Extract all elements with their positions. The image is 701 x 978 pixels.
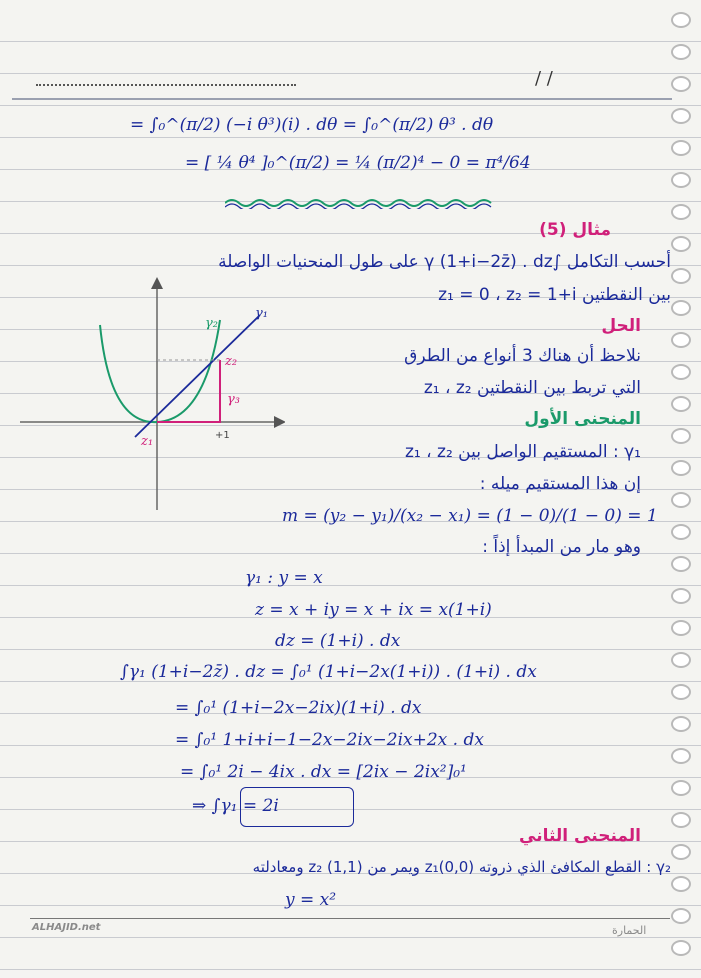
binding-hole — [671, 300, 691, 316]
solution-line-2: التي تربط بين النقطتين z₁ ، z₂ — [423, 378, 641, 398]
binding-hole — [671, 716, 691, 732]
integral-line-1: = ∫₀^(π/2) (−i θ³)(i) . dθ = ∫₀^(π/2) θ³ . dθ — [130, 115, 494, 135]
binding-hole — [671, 748, 691, 764]
question-line-2: بين النقطتين z₁ = 0 ، z₂ = 1+i — [438, 285, 671, 305]
binding-hole — [671, 556, 691, 572]
solution-line-1: نلاحظ أن هناك 3 أنواع من الطرق — [404, 346, 641, 366]
binding-hole — [671, 172, 691, 188]
wavy-divider — [225, 197, 495, 209]
integral-line-2: = [ ¼ θ⁴ ]₀^(π/2) = ¼ (π/2)⁴ − 0 = π⁴/64 — [185, 153, 531, 173]
gamma1-line — [135, 315, 260, 437]
spiral-binding — [671, 0, 697, 978]
binding-hole — [671, 396, 691, 412]
dotted-header-line — [36, 84, 296, 86]
binding-hole — [671, 620, 691, 636]
curves-sketch — [15, 275, 285, 515]
slope-formula: m = (y₂ − y₁)/(x₂ − x₁) = (1 − 0)/(1 − 0) = 1 — [282, 506, 658, 526]
eq-line-2: z = x + iy = x + ix = x(1+i) — [255, 600, 492, 620]
site-logo: ALHAJID.net — [32, 922, 101, 933]
binding-hole — [671, 332, 691, 348]
result-line: ⇒ ∫γ₁ = 2i — [192, 796, 279, 816]
binding-hole — [671, 236, 691, 252]
label-tick1: +1 — [215, 430, 230, 441]
eq-line-3: dz = (1+i) . dx — [275, 631, 401, 651]
binding-hole — [671, 684, 691, 700]
label-z2: z₂ — [225, 354, 238, 369]
binding-hole — [671, 12, 691, 28]
eq-line-4: ∫γ₁ (1+i−2z̄) . dz = ∫₀¹ (1+i−2x(1+i)) . (1+i) . dx — [120, 662, 537, 682]
curve2-line-1: γ₂ : القطع المكافئ الذي ذروته z₁(0,0) ويمر من (1,1) z₂ ومعادلته — [252, 858, 671, 876]
label-gamma1: γ₁ — [255, 306, 268, 321]
solution-title: الحل — [601, 316, 641, 336]
curve2-title: المنحنى الثاني — [519, 826, 641, 846]
label-gamma3: γ₃ — [227, 392, 240, 407]
binding-hole — [671, 44, 691, 60]
date-slashes: / / — [535, 68, 553, 89]
binding-hole — [671, 876, 691, 892]
binding-hole — [671, 76, 691, 92]
eq-line-1: γ₁ : y = x — [245, 568, 323, 588]
curve1-line-2: إن هذا المستقيم ميله : — [479, 474, 641, 494]
footer-line — [30, 918, 670, 919]
binding-hole — [671, 940, 691, 956]
example-title: مثال (5) — [539, 220, 611, 240]
binding-hole — [671, 652, 691, 668]
binding-hole — [671, 428, 691, 444]
label-z1: z₁ — [141, 434, 154, 449]
binding-hole — [671, 812, 691, 828]
curve1-title: المنحنى الأول — [524, 409, 641, 429]
gamma3-path — [157, 360, 220, 422]
binding-hole — [671, 780, 691, 796]
eq-line-5: = ∫₀¹ (1+i−2x−2ix)(1+i) . dx — [175, 698, 422, 718]
binding-hole — [671, 108, 691, 124]
binding-hole — [671, 492, 691, 508]
curve1-line-1: γ₁ : المستقيم الواصل بين z₁ ، z₂ — [404, 442, 641, 462]
binding-hole — [671, 844, 691, 860]
label-gamma2: γ₂ — [205, 316, 218, 331]
binding-hole — [671, 588, 691, 604]
top-margin-line — [12, 98, 672, 100]
eq-line-7: = ∫₀¹ 2i − 4ix . dx = [2ix − 2ix²]₀¹ — [180, 762, 467, 782]
binding-hole — [671, 908, 691, 924]
binding-hole — [671, 524, 691, 540]
binding-hole — [671, 204, 691, 220]
binding-hole — [671, 268, 691, 284]
binding-hole — [671, 140, 691, 156]
curve2-line-2: y = x² — [285, 890, 337, 910]
eq-line-6: = ∫₀¹ 1+i+i−1−2x−2ix−2ix+2x . dx — [175, 730, 484, 750]
binding-hole — [671, 364, 691, 380]
corner-logo: الحمارة — [612, 924, 647, 937]
question-line-1: أحسب التكامل ∫γ (1+i−2z̄) . dz على طول المنحنيات الواصلة — [218, 252, 671, 272]
binding-hole — [671, 460, 691, 476]
curve1-line-3: وهو مار من المبدأ إذاً : — [482, 537, 641, 557]
